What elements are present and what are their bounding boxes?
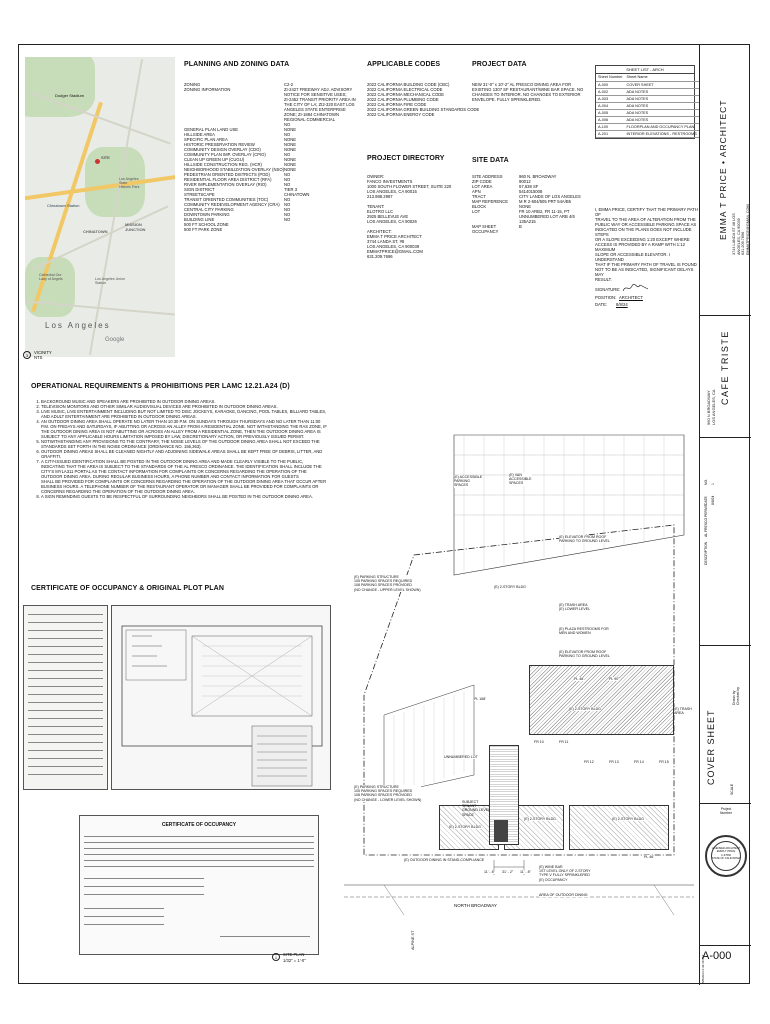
- project-address: 960 N BROADWAY LOS ANGELES, CA: [706, 389, 716, 425]
- operational-list: [31, 399, 331, 499]
- sheet-title: COVER SHEET: [706, 709, 716, 785]
- subject-tenant-label: SUBJECT TENANT GROUND LEVEL SPACE: [462, 800, 491, 817]
- map-label-historic-park: Los Angeles State Historic Park: [119, 177, 140, 189]
- sheet-name: FLOORPLAN AND OCCUPANCY PLAN: [624, 123, 698, 130]
- accessible-parking-label: (E) ACCESSIBLE PARKING SPACES: [454, 475, 483, 488]
- sheet-name: ADA NOTES: [624, 116, 698, 123]
- table-row: [596, 123, 699, 130]
- certificate-title: CERTIFICATE OF OCCUPANCY & ORIGINAL PLOT PLAN: [31, 585, 224, 592]
- trash-area-label: (E) TRASH AREA (E) LOWER LEVEL: [559, 603, 591, 612]
- plaza-restrooms-label: (E) PLAZA RESTROOMS FOR MEN AND WOMEN: [559, 627, 609, 636]
- revision-number-label: NO.: [704, 478, 708, 485]
- map-label-chinatown-station: Chinatown Station: [47, 203, 80, 208]
- side-street-label: ALPINE ST: [411, 930, 415, 950]
- outdoor-dining-area: [494, 820, 508, 842]
- fraction-label: FR 13: [609, 760, 619, 764]
- description-label: DESCRIPTION: [704, 541, 708, 565]
- operational-title: OPERATIONAL REQUIREMENTS & PROHIBITIONS PER LAMC 12.21.A24 (D): [31, 383, 290, 390]
- site-plan-scale: 1/32" = 1'-0": [283, 958, 306, 963]
- list-item: 8. A SIGN REMINDING GUESTS TO BE RESPECTFUL OF SURROUNDING NEIGHBORS SHALL BE POSTED IN THE OUTDOOR DINING AREA.: [41, 494, 331, 499]
- directory-title: PROJECT DIRECTORY: [367, 155, 445, 162]
- building-label: (E) 2-STORY BLDG: [494, 585, 526, 589]
- site-data-values: 960 N. BROADWAY 90012 57,638 SF 5414015008 CITY LANDS OF LOS ANGELES M R 2-504/505 PRT 54A/B5 NONE FR 10 ARB2, FR 11-15, PT UNNUMBERED LOT ARB 4/6 135A215 B: [519, 174, 581, 229]
- property-line-label: PL 48': [574, 677, 584, 681]
- certificate-of-occupancy-document: [79, 815, 319, 955]
- road-line: [29, 91, 171, 144]
- sheet-list-header-number: Sheet Number: [598, 75, 623, 80]
- architect-name: EMMA T PRICE • ARCHITECT: [718, 99, 728, 240]
- revision-date-value: 8/8/24: [711, 495, 715, 505]
- sheet-list-title: SHEET LIST - ARCH: [596, 66, 694, 74]
- codes-list: 2022 CALIFORNIA BUILDING CODE (CBC) 2022 CALIFORNIA ELECTRICAL CODE 2022 CALIFORNIA MECHANICAL CODE 2022 CALIFORNIA PLUMBING CODE 2022 CALIFORNIA FIRE CODE 2022 CALIFORNIA GREEN BUILDING STANDARDS CODE 2022 CALIFORNIA ENERGY CODE: [367, 82, 480, 117]
- project-number-label: Project Number: [719, 807, 733, 815]
- plot-timestamp: 8/8/2024 2:39:48 PM: [701, 955, 705, 983]
- table-row: [596, 130, 699, 137]
- sheet-name: ADA NOTES: [624, 109, 698, 116]
- date-value: 8/8/24: [616, 302, 628, 307]
- vicinity-number: 3: [23, 351, 31, 359]
- fraction-label: FR 11: [559, 740, 569, 744]
- existing-building: [529, 665, 674, 735]
- map-label-mission: MISSION JUNCTION: [125, 222, 146, 232]
- plot-plan-drawing: [112, 606, 331, 790]
- building-label: (E) 2-STORY BLDG: [524, 817, 556, 821]
- building-label: (E) 2-STORY BLDG: [569, 707, 601, 711]
- drawing-sheet: [18, 44, 750, 984]
- planning-title: PLANNING AND ZONING DATA: [184, 61, 290, 68]
- list-item: 1. BACKGROUND MUSIC AND SPEAKERS ARE PROHIBITED IN OUTDOOR DINING AREAS.: [41, 399, 331, 404]
- sheet-name: ADA NOTES: [624, 102, 698, 109]
- table-row: [596, 95, 699, 102]
- park-area: [25, 57, 95, 117]
- sheet-number: A-201: [596, 130, 624, 137]
- directory-text: OWNER: FANCO INVESTMENTS 1000 SOUTH FLOWER STREET, SUITE 220 LOS ANGELES, CA 90015 213.988.2987 TENANT: ELOTRO LLC 2925 BELLEVUE AVE LOS ANGELES, CA 90026 ARCHITECT: EMMA T PRICE ARCHITECT 3744 LANDA ST, #8 LOS ANGELES, CA 900039 EMMATPRICE@GMAIL.COM 631.209.7696: [367, 174, 452, 259]
- site-data-title: SITE DATA: [472, 157, 509, 164]
- map-label-google: Google: [105, 337, 125, 343]
- table-row: [596, 102, 699, 109]
- list-item: 5. NOTWITHSTANDING ANY PROVISIONS TO THE CONTRARY, THE NOISE LEVELS OF THE OUTDOOR DINING AREA SHALL NOT EXCEED THE STANDARDS SET FORTH IN THE NOISE ORDINANCE (ORDINANCE NO. 156,363).: [41, 439, 331, 449]
- project-data-title: PROJECT DATA: [472, 61, 527, 68]
- description-value: AL FRESCO PERMIT: [704, 504, 708, 537]
- building-label: (E) 2-STORY BLDG: [449, 825, 481, 829]
- sheet-list: [595, 65, 695, 139]
- sheet-name: ADA NOTES: [624, 88, 698, 95]
- street-label: NORTH BROADWAY: [454, 903, 497, 908]
- table-row: [596, 88, 699, 95]
- site-plan-number: 1: [272, 953, 280, 961]
- project-name: CAFE TRISTE: [720, 330, 730, 405]
- table-row: [596, 116, 699, 123]
- original-plot-plan: [111, 605, 331, 790]
- sheet-number: A-003: [596, 95, 624, 102]
- table-row: [596, 81, 699, 88]
- drawn-by-label: Drawn by Checked by: [732, 687, 740, 705]
- sheet-name: INTERIOR ELEVATIONS - RESTROOMS: [626, 131, 697, 136]
- signature-label: SIGNATURE:: [595, 287, 621, 292]
- title-block: [699, 45, 751, 985]
- map-label-chinatown: CHINATOWN: [83, 229, 108, 234]
- position-label: POSITION:: [595, 295, 617, 300]
- list-item: 7. A CITY-ISSUED IDENTIFICATION SHALL BE POSTED IN THE OUTDOOR DINING AREA AND MADE CLEARLY VISIBLE TO THE PUBLIC, INDICATING THAT THE AREA IS SUBJECT TO THE STANDARDS OF THE AL FRESCO ORDINANCE. THE IDENTIFICATION SHALL INCLUDE THE CITY'S MYLA311 PORTAL AS THE CONTACT INFORMATION FOR COMPLAINTS OR CONCERNS REGARDING THE OPERATION OF THE OUTDOOR DINING AREA. DURING REGULAR BUSINESS HOURS, A PHONE NUMBER AND CONTACT INFORMATION FOR GUESTS SHALL BE PROVIDED FOR COMPLAINTS OR CONCERNS REGARDING THE OPERATION OF THE OUTDOOR DINING AREA THAT OCCUR AFTER BUSINESS HOURS. A TELEPHONE NUMBER OF THE RESTAURANT OPERATOR OR MANAGER SHALL BE PROVIDED FOR COMPLAINTS OR CONCERNS REGARDING THE OPERATION OF THE OUTDOOR DINING AREA.: [41, 459, 331, 494]
- site-plan-title: SITE PLAN: [283, 952, 305, 957]
- site-data-labels: SITE ADDRESS ZIP CODE LOT AREA APN TRACT MAP REFERENCE BLOCK LOT MAP SHEET OCCUPANCY: [472, 174, 508, 234]
- revision-number-value: 1: [711, 483, 715, 485]
- existing-building: [569, 805, 669, 850]
- planning-values: C2-2 ZI-2427 FREEWAY ADJ. ADVISORY NOTICE FOR SENSITIVE USES; ZI-2452 TRANSIT PRIORITY AREA IN THE CITY OF LA; ZI2-320 EAST LOS ANGELES STATE ENTERPRISE ZONE; ZI-1884 CHINATOWN REGIONAL COMMERCIAL NO NONE NO NONE NONE NONE NO NONE NONE NONE NO NO NO TIER 3 CHINATOWN NO NO NO NO NO: [284, 82, 356, 222]
- sheet-list-table: [596, 74, 699, 138]
- map-label-losangeles: Los Angeles: [45, 321, 111, 330]
- permit-document-1: [23, 605, 108, 790]
- revision-date-label: DATE: [704, 496, 708, 505]
- fraction-label: FR 14: [634, 760, 644, 764]
- site-marker-icon: [95, 159, 100, 164]
- unnumbered-lot-label: UNNUMBERED LOT: [444, 755, 478, 759]
- vicinity-title: VICINITY: [34, 350, 52, 355]
- fraction-label: FR 15: [659, 760, 669, 764]
- vicinity-map: [25, 57, 175, 357]
- project-data-text: NEW 31'-0" x 10'-2" AL FRESCO DINING AREA FOR EXISTING 1307 SF RESTAURANT/WINE BAR SPACE. NO CHANGES TO INTERIOR. NO CHANGES TO EXTERIOR ENVELOPE. FULLY SPRINKLERED.: [472, 82, 584, 102]
- codes-title: APPLICABLE CODES: [367, 61, 441, 68]
- sheet-number: A-005: [596, 109, 624, 116]
- list-item: 4. AN OUTDOOR DINING AREA SHALL OPERATE NO LATER THAN 10:30 P.M. ON SUNDAYS THROUGH THURSDAYS AND NO LATER THAN 11:00 P.M. ON FRIDAYS AND SATURDAYS, IF ABUTTING OR ACROSS AN ALLEY FROM A RESIDENTIAL ZONE. NOT WITHSTANDING THE RAS ZONE, IF THE OUTDOOR DINING AREA IS NOT ABUTTING OR ACROSS AN ALLEY FROM A RESIDENTIAL ZONE, THEN THE OUTDOOR DINING AREA IS SUBJECT TO ANY APPLICABLE HOURS LIMITATION IMPOSED BY LAW, DISCRETIONARY ACTION, OR PREVIOUSLY ISSUED PERMIT.: [41, 419, 331, 439]
- site-plan: [344, 415, 694, 915]
- parking-structure-lower-label: (E) PARKING STRUCTURE 105 PARKING SPACES REQUIRED 108 PARKING SPACES PROVIDED (NO CHANGE - LOWER LEVEL SHOWN): [354, 785, 422, 802]
- sheet-number: A-000: [702, 950, 732, 962]
- dimension-label: 11' - 8": [520, 870, 531, 874]
- sheet-name: ADA NOTES: [624, 95, 698, 102]
- sheet-number: A-004: [596, 102, 624, 109]
- dimension-label: 31' - 2": [502, 870, 514, 874]
- architect-stamp: [705, 835, 747, 877]
- property-line-label: PL 168': [474, 697, 486, 701]
- elevator-ground-label: (E) ELEVATOR FROM ROOF PARKING TO GROUND LEVEL: [559, 650, 610, 659]
- property-line-label: PL 46': [644, 855, 654, 859]
- van-accessible-label: (E) VAN ACCESSIBLE SPACES: [509, 473, 532, 486]
- outdoor-dining-label: AREA OF OUTDOOR DINING: [539, 893, 588, 897]
- position-value: ARCHITECT: [619, 295, 643, 300]
- wine-bar-label: (E) WINE BAR 1ST LEVEL ONLY OF 2-STORY TYPE V FULLY SPRINKLERED (E) OCCUPANCY: [539, 865, 591, 882]
- sheet-list-header-name: Sheet Name: [624, 74, 698, 81]
- sheet-number: A-100: [596, 123, 624, 130]
- map-label-dodger: Dodger Stadium: [55, 93, 84, 98]
- map-label-cathedral: Cathedral Our Lady of Angels: [39, 273, 63, 281]
- list-item: 3. LIVE MUSIC, LIVE ENTERTAINMENT INCLUDING BUT NOT LIMITED TO DISC JOCKEYS, KARAOKE, DANCING, POOL TABLES, BILLIARD TABLES, AND ADULT ENTERTAINMENT ARE PROHIBITED IN OUTDOOR DINING AREAS.: [41, 409, 331, 419]
- parking-structure-upper-label: (E) PARKING STRUCTURE 105 PARKING SPACES REQUIRED 108 PARKING SPACES PROVIDED (NO CHANGE - UPPER LEVEL SHOWN): [354, 575, 421, 592]
- certificate-heading: CERTIFICATE OF OCCUPANCY: [161, 822, 237, 828]
- dimension-label: 11' - 8": [484, 870, 495, 874]
- map-label-union: Los Angeles Union Station: [95, 277, 125, 285]
- stamp-text: LICENSED ARCHITECT EMMA T PRICE C-37660 STATE OF CALIFORNIA: [711, 847, 741, 861]
- certification-text: I, EMMA PRICE, CERTIFY THAT THE PRIMARY PATH OF TRAVEL TO THE AREA OF ALTERATION FROM THE PUBLIC WAY OR ACCESSIBLE PARKING SPACE AS INDICATED ON THE PLANS DOES NOT INCLUDE STEPS OR A SLOPE EXCEEDING 1:20 EXCEPT WHERE ACCESS IS PROVIDED BY A RAMP WITH 1:12 MAXIMUM SLOPE OR ACCESSIBLE ELEVATOR. I UNDERSTAND THAT IF THE PRIMARY PATH OF TRAVEL IS FOUND NOT TO BE AS INDICATED, SIGNIFICANT DELAYS MAY RESULT.: [595, 207, 698, 282]
- fraction-label: FR 10: [534, 740, 544, 744]
- elevator-roof-label: (E) ELEVATOR FROM ROOF PARKING TO GROUND LEVEL: [559, 535, 610, 544]
- sheet-number: A-000: [596, 81, 624, 88]
- building-label: (E) 2-STORY BLDG: [612, 817, 644, 821]
- scale-label: SCALE: [730, 783, 734, 795]
- list-item: 2. TELEVISION MONITORS AND OTHER SIMILAR AUDIOVISUAL DEVICES ARE PROHIBITED IN OUTDOOR DINING AREAS.: [41, 404, 331, 409]
- date-label: DATE:: [595, 302, 608, 307]
- trash-area-right-label: (E) TRASH AREA: [674, 707, 692, 716]
- fraction-label: FR 12: [584, 760, 594, 764]
- list-item: 6. OUTDOOR DINING AREAS SHALL BE CLEANED NIGHTLY AND ADJOINING SIDEWALK AREAS SHALL BE KEPT FREE OF DEBRIS, LITTER, AND GRAFFITI.: [41, 449, 331, 459]
- sheet-name: COVER SHEET: [624, 81, 698, 88]
- sheet-number: A-006: [596, 116, 624, 123]
- plaza-dining-label: (E) OUTDOOR DINING IN STAND-COMPLIANCE: [404, 858, 485, 862]
- vicinity-scale: NTS: [34, 355, 43, 360]
- planning-labels: ZONING ZONING INFORMATION GENERAL PLAN LAND USE HILLSIDE AREA SPECIFIC PLAN AREA HISTORIC PRESERVATION REVIEW COMMUNITY DESIGN OVERLAY (CDO) COMMUNITY PLAN IMP. OVERLAY (CPIO) CLEAN UP GREEN UP (CUGU) HILLSIDE CONSTRUCTION REG. (HCR) NEIGHBORHOOD STABILIZATION OVERLAY (NSO) PEDESTRIAN ORIENTED DISTRICTS (POD) RESIDENTIAL FLOOR AREA DISTRICT (RFA) RIVER IMPLEMENTATION OVERLAY (RIO) SIGN DISTRICT STREETSCAPE TRANSIT ORIENTED COMMUNITIES (TOC) COMMUNITY REDEVELOPMENT AGENCY (CRA) CENTRAL CITY PARKING DOWNTOWN PARKING BUILDING LINE 500 FT SCHOOL ZONE 500 FT PARK ZONE: [184, 82, 284, 232]
- table-row: [596, 109, 699, 116]
- sheet-number: A-002: [596, 88, 624, 95]
- property-line-label: PL 90': [609, 677, 619, 681]
- architect-address: 3744 LANDA ST #8 LOS ANGELES, CA 90039 631.209.7696 EMMATPRICE@GMAIL.COM: [732, 204, 750, 255]
- map-label-site: SITE: [101, 155, 110, 160]
- signature-scribble: [622, 283, 650, 293]
